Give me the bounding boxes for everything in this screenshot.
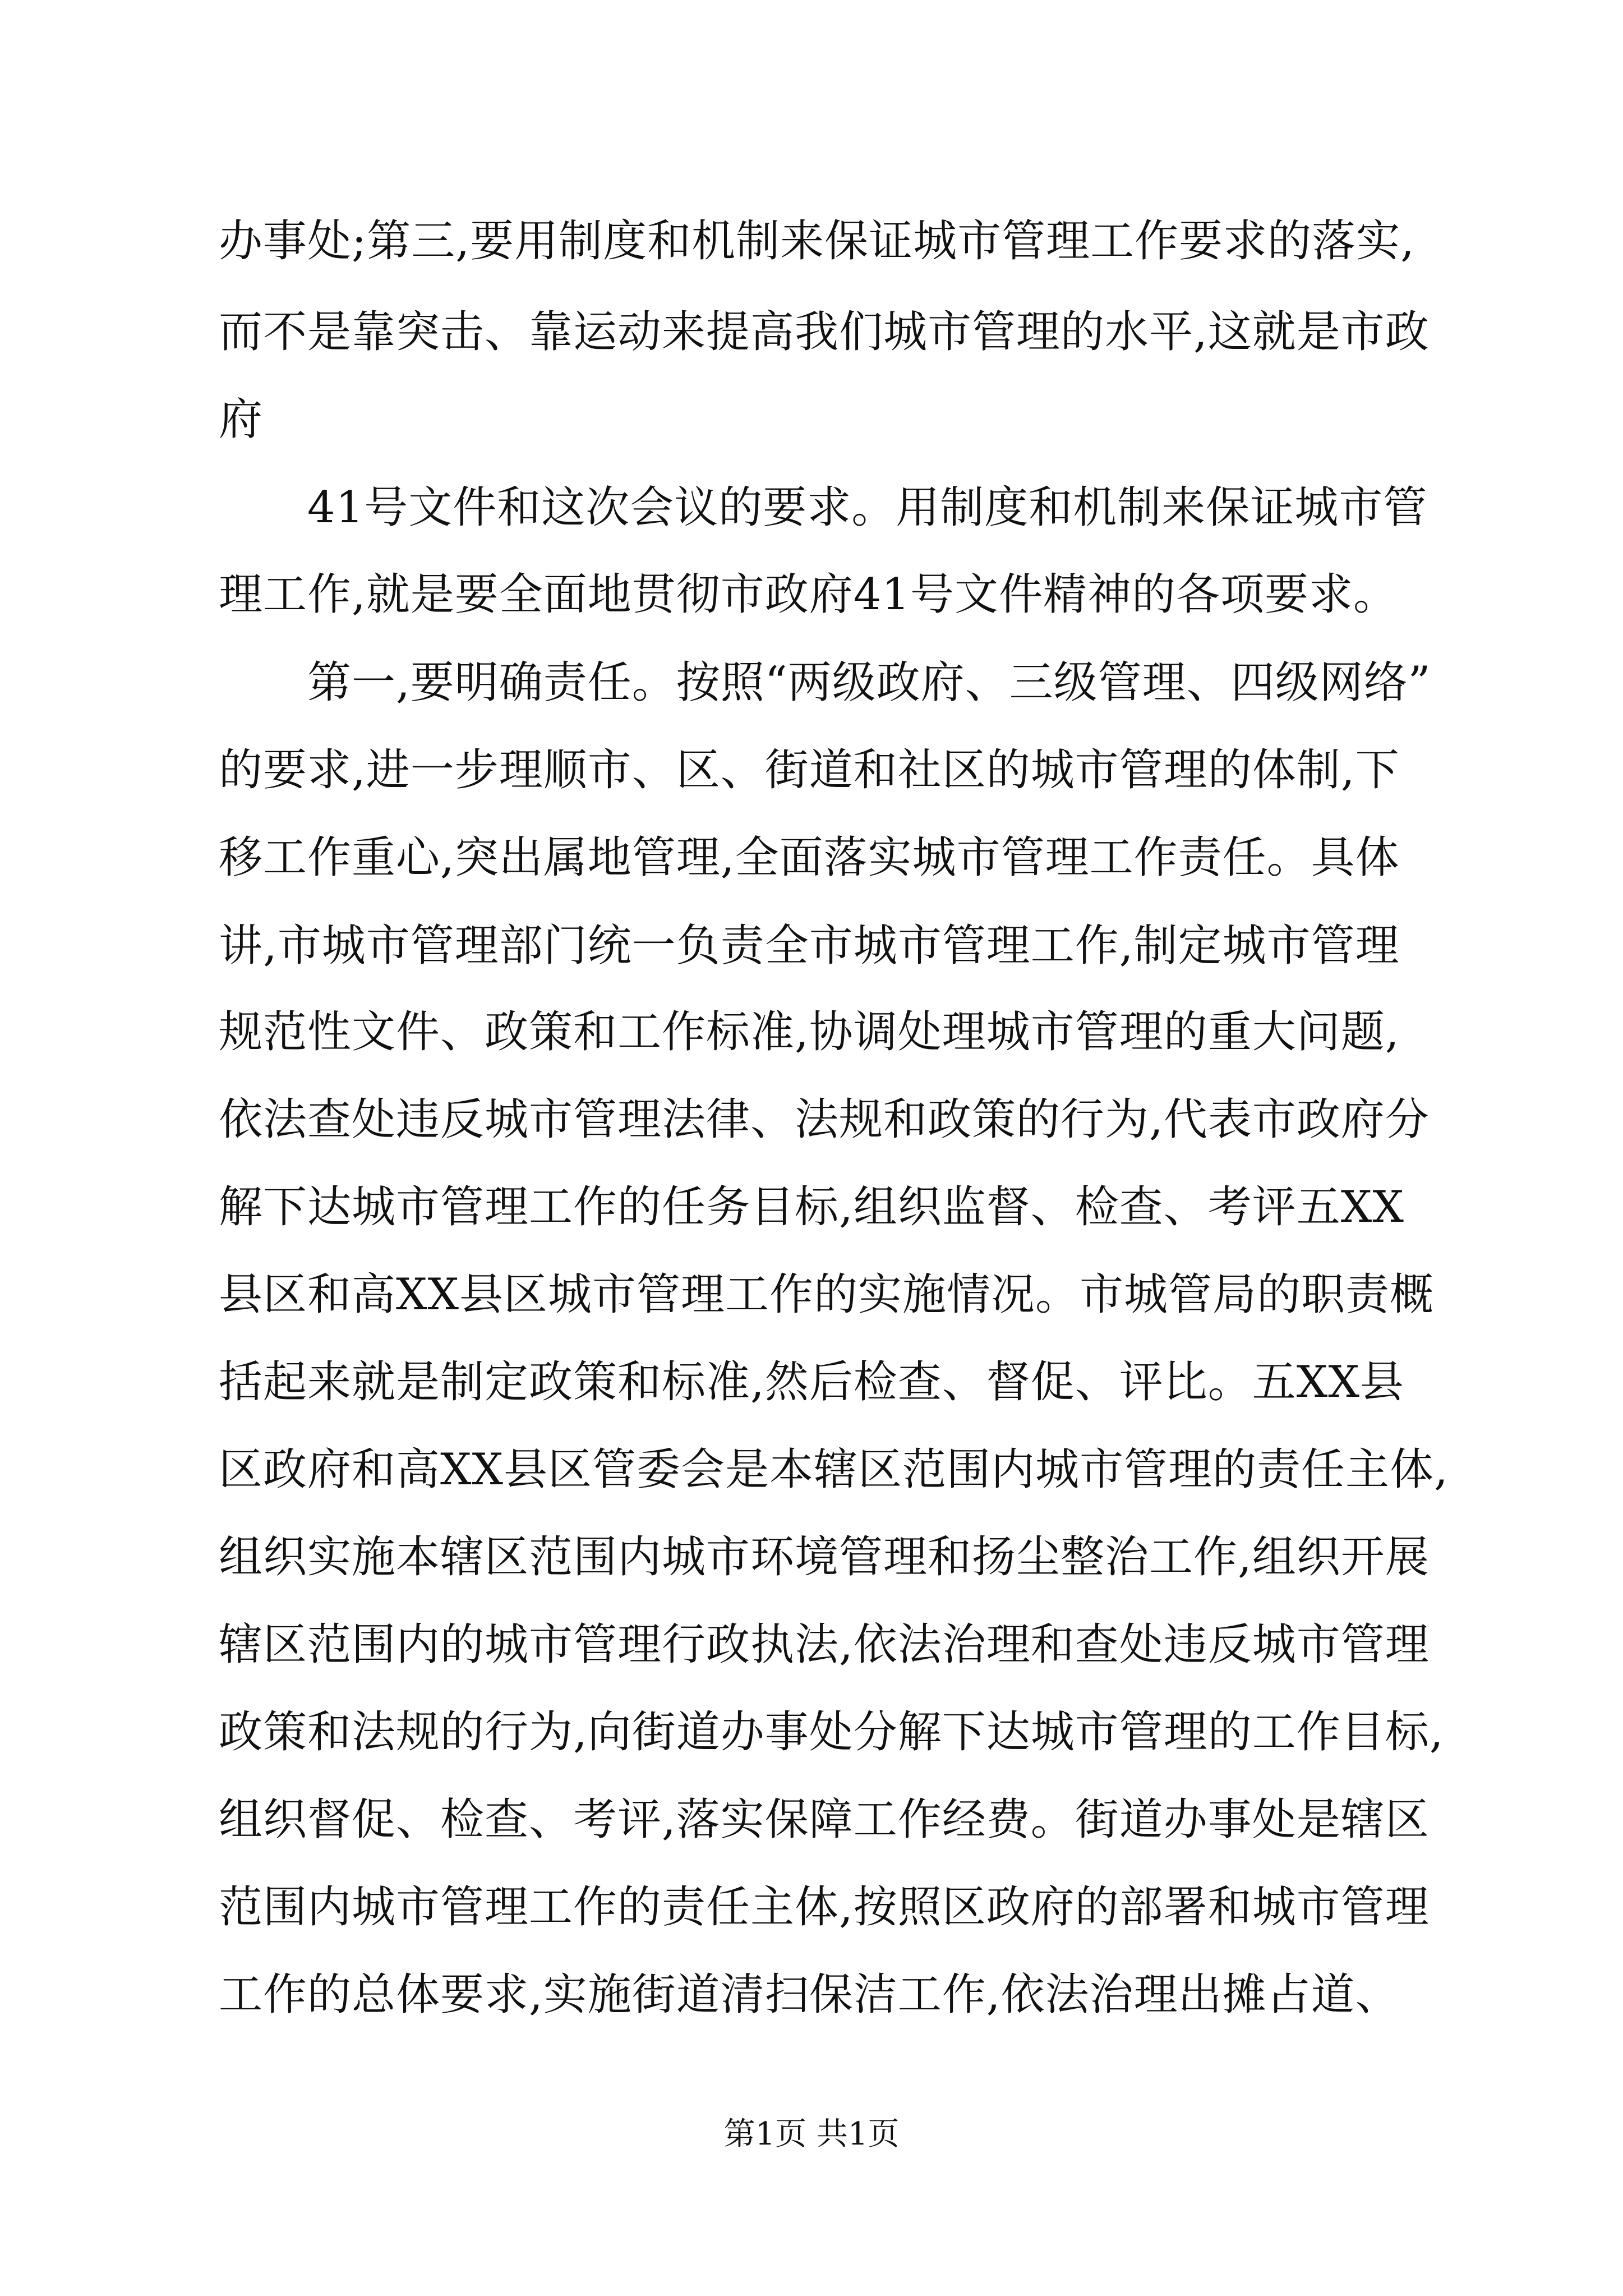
text-line: 解下达城市管理工作的任务目标,组织监督、检查、考评五XX [219, 1182, 1404, 1232]
text-line: 而不是靠突击、靠运动来提高我们城市管理的水平,这就是市政 [219, 307, 1430, 357]
page-footer: 第1页 共1页 [723, 2116, 900, 2152]
text-line: 讲,市城市管理部门统一负责全市城市管理工作,制定城市管理 [219, 921, 1400, 971]
text-line: 府 [219, 394, 264, 445]
text-line: 理工作,就是要全面地贯彻市政府41号文件精神的各项要求。 [219, 569, 1398, 620]
text-line: 依法查处违反城市管理法律、法规和政策的行为,代表市政府分 [219, 1094, 1430, 1145]
text-line: 范围内城市管理工作的责任主体,按照区政府的部署和城市管理 [219, 1882, 1430, 1932]
text-line: 第一,要明确责任。按照“两级政府、三级管理、四级网络” [219, 657, 1431, 708]
text-line: 组织督促、检查、考评,落实保障工作经费。街道办事处是辖区 [219, 1795, 1430, 1845]
text-line: 规范性文件、政策和工作标准,协调处理城市管理的重大问题, [219, 1007, 1400, 1057]
text-line: 括起来就是制定政策和标准,然后检查、督促、评比。五XX县 [219, 1357, 1404, 1407]
text-line: 辖区范围内的城市管理行政执法,依法治理和查处违反城市管理 [219, 1619, 1430, 1670]
text-line: 办事处;第三,要用制度和机制来保证城市管理工作要求的落实, [219, 216, 1415, 266]
text-line: 政策和法规的行为,向街道办事处分解下达城市管理的工作目标, [219, 1707, 1444, 1757]
text-line: 组织实施本辖区范围内城市环境管理和扬尘整治工作,组织开展 [219, 1532, 1430, 1582]
text-line: 移工作重心,突出属地管理,全面落实城市管理工作责任。具体 [219, 832, 1400, 883]
text-line: 区政府和高XX县区管委会是本辖区范围内城市管理的责任主体, [219, 1444, 1449, 1495]
text-line: 的要求,进一步理顺市、区、街道和社区的城市管理的体制,下 [219, 745, 1400, 795]
text-line: 工作的总体要求,实施街道清扫保洁工作,依法治理出摊占道、 [219, 1970, 1400, 2020]
text-line: 县区和高XX县区城市管理工作的实施情况。市城管局的职责概 [219, 1269, 1435, 1320]
text-line: 41号文件和这次会议的要求。用制度和机制来保证城市管 [219, 482, 1428, 533]
